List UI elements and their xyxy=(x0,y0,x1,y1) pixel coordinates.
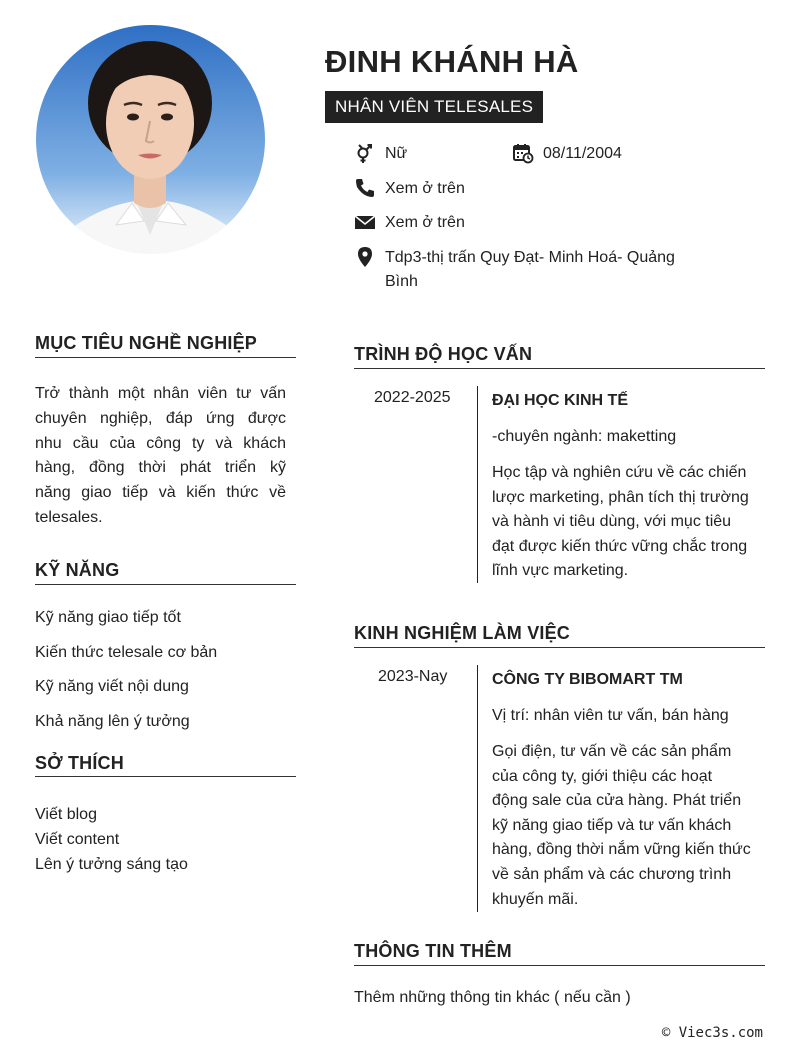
hobbies-list xyxy=(35,802,188,877)
candidate-name: ĐINH KHÁNH HÀ xyxy=(325,44,579,79)
skills-divider xyxy=(35,584,296,585)
skill-item: Kỹ năng giao tiếp tốt xyxy=(35,609,181,626)
gender-value: Nữ xyxy=(385,145,408,162)
hobby-item: Lên ý tưởng sáng tạo xyxy=(35,856,188,873)
skill-item: Khả năng lên ý tưởng xyxy=(35,713,190,731)
address-value: Tdp3-thị trấn Quy Đạt- Minh Hoá- Quảng Bình xyxy=(385,249,675,290)
email-value: Xem ở trên xyxy=(385,214,465,231)
experience-position: Vị trí: nhân viên tư vấn, bán hàng xyxy=(492,707,729,724)
skill-item: Kiến thức telesale cơ bản xyxy=(35,643,218,661)
skill-item: Kỹ năng viết nội dung xyxy=(35,678,189,696)
experience-description: Gọi điện, tư vấn về các sản phẩm của công ty, giới thiệu các hoạt động sale của cửa hàng. Phát triển kỹ năng giao tiếp và tư vấn khách hàng, đồng thời nắm vững kiến thức về sản phẩm và các chương trình khuyến mãi. xyxy=(492,743,751,908)
additional-info-title: THÔNG TIN THÊM xyxy=(354,941,512,961)
experience-company: CÔNG TY BIBOMART TM xyxy=(492,671,683,688)
education-timeline-line xyxy=(477,386,478,583)
watermark: © Viec3s.com xyxy=(661,1025,763,1041)
portrait-photo xyxy=(36,25,265,254)
experience-timeline-line xyxy=(477,665,478,912)
hobbies-divider xyxy=(35,776,296,777)
gender-icon xyxy=(354,142,376,164)
experience-period: 2023-Nay xyxy=(378,668,448,685)
hobby-item: Viết blog xyxy=(35,806,97,823)
address-row xyxy=(354,246,675,294)
additional-info-text: Thêm những thông tin khác ( nếu cần ) xyxy=(354,989,631,1006)
education-description: Học tập và nghiên cứu về các chiến lược marketing, phân tích thị trường và hành vi tiêu dùng, với mục tiêu đạt được kiến thức vững chắc trong lĩnh vực marketing. xyxy=(492,464,749,580)
education-divider xyxy=(354,368,765,369)
skills-list xyxy=(35,601,217,740)
birthdate-value: 08/11/2004 xyxy=(543,145,622,162)
skills-title: KỸ NĂNG xyxy=(35,560,120,580)
birthdate-row xyxy=(512,142,622,166)
phone-value: Xem ở trên xyxy=(385,180,465,197)
phone-icon xyxy=(354,177,376,199)
education-major: -chuyên ngành: maketting xyxy=(492,428,677,445)
hobbies-title: SỞ THÍCH xyxy=(35,753,124,773)
calendar-icon xyxy=(512,142,534,164)
phone-row xyxy=(354,177,465,201)
objective-title: MỤC TIÊU NGHỀ NGHIỆP xyxy=(35,333,258,353)
location-pin-icon xyxy=(354,246,376,268)
education-title: TRÌNH ĐỘ HỌC VẤN xyxy=(354,344,533,364)
experience-divider xyxy=(354,647,765,648)
objective-divider xyxy=(35,357,296,358)
objective-text: Trở thành một nhân viên tư vấn chuyên nghiệp, đáp ứng được nhu cầu của công ty và khách hàng, đồng thời phát triển kỹ năng giao tiếp và kiến thức về telesales. xyxy=(35,385,286,526)
job-title-badge: NHÂN VIÊN TELESALES xyxy=(325,91,543,123)
envelope-icon xyxy=(354,211,376,233)
experience-title: KINH NGHIỆM LÀM VIỆC xyxy=(354,623,571,643)
education-school: ĐẠI HỌC KINH TẾ xyxy=(492,392,628,409)
gender-row xyxy=(354,142,407,166)
education-period: 2022-2025 xyxy=(374,389,451,406)
email-row xyxy=(354,211,465,235)
hobby-item: Viết content xyxy=(35,831,120,848)
additional-info-divider xyxy=(354,965,765,966)
